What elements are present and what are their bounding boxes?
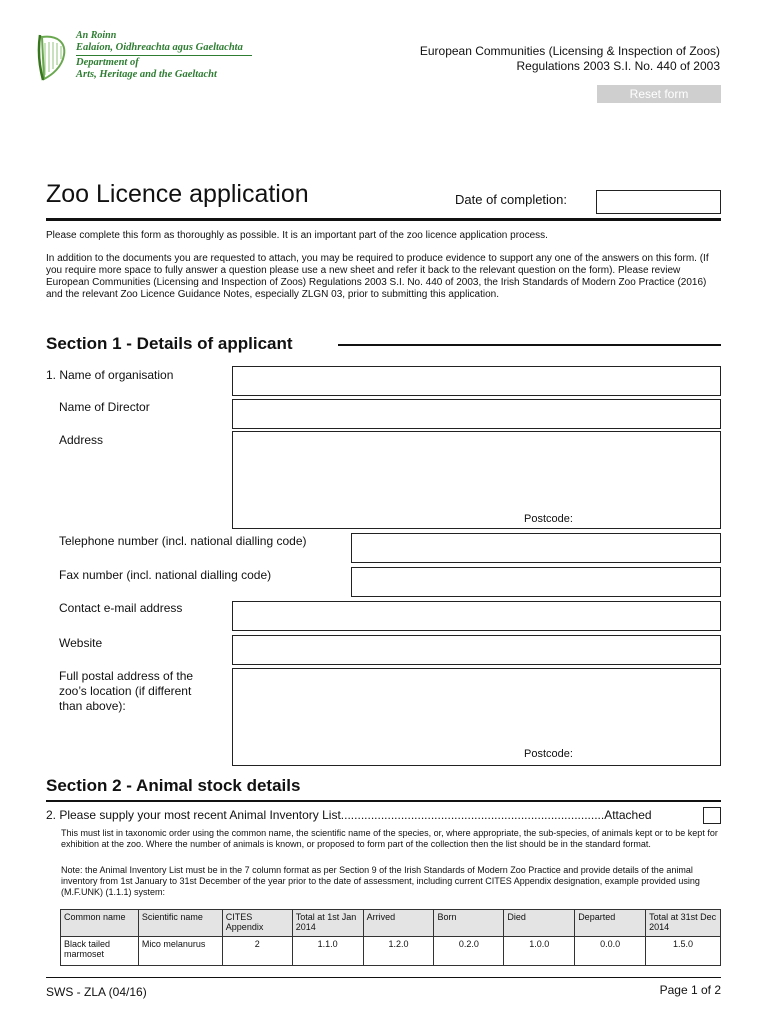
section-1-rule (338, 344, 721, 346)
postcode-2-label: Postcode: (524, 748, 573, 760)
table-header-cell: Departed (575, 910, 646, 937)
website-field[interactable] (232, 635, 721, 665)
date-label: Date of completion: (455, 192, 568, 207)
footer-divider (46, 977, 721, 978)
table-cell: Mico melanurus (138, 937, 222, 966)
phone-label: Telephone number (incl. national dialling code) (59, 534, 307, 548)
table-header-cell: Died (504, 910, 575, 937)
table-header-cell: Born (434, 910, 504, 937)
inventory-question: 2. Please supply your most recent Animal Inventory List...............................................................................Attached (46, 808, 652, 822)
table-cell: 1.1.0 (292, 937, 363, 966)
postcode-label: Postcode: (524, 513, 573, 525)
director-name-field[interactable] (232, 399, 721, 429)
department-name (76, 30, 256, 81)
table-header-cell: Total at 31st Dec 2014 (646, 910, 721, 937)
postal-address-label: Full postal address of the zoo’s location (if different than above): (59, 669, 194, 713)
inventory-note-1: This must list in taxonomic order using the common name, the scientific name of the species, or, where appropriate, the sub-species, of animals kept or to be kept for exhibition at the zoo. Where the number of animals is known, or proposed to form part of the collection then the list should be in the standard format. (61, 828, 718, 849)
director-label: Name of Director (59, 400, 150, 414)
dept-line-3: Department of (76, 57, 139, 68)
form-code: SWS - ZLA (04/16) (46, 985, 147, 999)
table-cell: 2 (222, 937, 292, 966)
table-header-cell: Scientific name (138, 910, 222, 937)
table-cell: 1.0.0 (504, 937, 575, 966)
table-cell: Black tailed marmoset (61, 937, 139, 966)
regulation-line-2: Regulations 2003 S.I. No. 440 of 2003 (516, 59, 720, 73)
reset-form-button[interactable]: Reset form (597, 85, 721, 103)
section-2-rule (46, 800, 721, 802)
date-of-completion-field[interactable] (596, 190, 721, 214)
organisation-name-field[interactable] (232, 366, 721, 396)
zoo-location-address-field[interactable] (232, 668, 721, 766)
table-cell: 1.2.0 (363, 937, 434, 966)
fax-field[interactable] (351, 567, 721, 597)
table-header-cell: Total at 1st Jan 2014 (292, 910, 363, 937)
section-2-heading: Section 2 - Animal stock details (46, 776, 301, 795)
page-number: Page 1 of 2 (659, 983, 721, 997)
email-label: Contact e-mail address (59, 601, 183, 615)
inventory-example-table (60, 909, 721, 966)
section-1-heading: Section 1 - Details of applicant (46, 334, 293, 353)
intro-paragraph-2: In addition to the documents you are requested to attach, you may be required to produce evidence to support any one of the answers on this form. (If you require more space to fully answer a question please use a new sheet and refer it back to the relevant question on the form). Please review European Communities (Licensing and Inspection of Zoos) Regulations 2003 S.I. No. 440 of 2003, the Irish Standards of Modern Zoo Practice (2016) and the relevant Zoo Licence Guidance Notes, especially ZLGN 03, prior to submitting this application. (46, 253, 709, 300)
table-cell: 0.0.0 (575, 937, 646, 966)
address-label: Address (59, 433, 104, 447)
telephone-field[interactable] (351, 533, 721, 563)
attached-checkbox[interactable] (703, 807, 721, 824)
table-header-cell: CITES Appendix (222, 910, 292, 937)
page-title: Zoo Licence application (46, 180, 309, 208)
org-label: 1. Name of organisation (46, 368, 174, 382)
intro-paragraph-1: Please complete this form as thoroughly as possible. It is an important part of the zoo licence application process. (46, 230, 548, 241)
fax-label: Fax number (incl. national dialling code) (59, 568, 272, 582)
email-field[interactable] (232, 601, 721, 631)
regulation-text (420, 44, 720, 74)
website-label: Website (59, 636, 103, 650)
table-cell: 1.5.0 (646, 937, 721, 966)
dept-line-2: Ealaíon, Oidhreachta agus Gaeltachta (76, 42, 243, 53)
table-header-cell: Common name (61, 910, 139, 937)
dept-line-1: An Roinn (76, 30, 117, 41)
table-header-cell: Arrived (363, 910, 434, 937)
regulation-line-1: European Communities (Licensing & Inspection of Zoos) (419, 44, 720, 58)
dept-line-4: Arts, Heritage and the Gaeltacht (76, 69, 217, 80)
table-cell: 0.2.0 (434, 937, 504, 966)
harp-logo-icon (36, 33, 70, 81)
address-field[interactable] (232, 431, 721, 529)
title-divider (46, 218, 721, 221)
inventory-note-2: Note: the Animal Inventory List must be in the 7 column format as per Section 9 of the Irish Standards of Modern Zoo Practice and provide details of the animal inventory from 1st January to 31st December of the year prior to the date of assessment, including current CITES Appendix designation, example provided using (M.F.UNK) (1.1.1) system: (61, 865, 700, 897)
table-row (61, 937, 721, 966)
table-header-row (61, 910, 721, 937)
